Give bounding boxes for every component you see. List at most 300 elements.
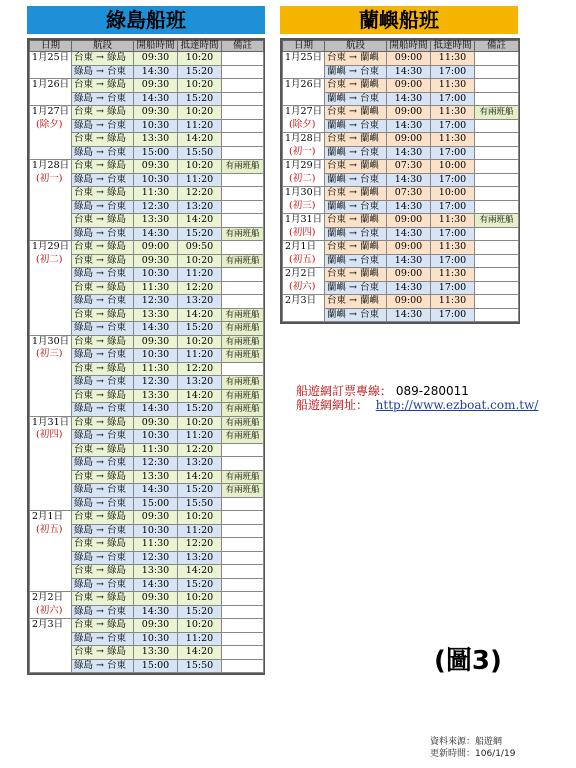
route-cell: 綠島 → 台東 [72,295,134,309]
departure-time: 14:30 [387,200,431,214]
departure-time: 09:30 [134,619,178,633]
route-cell: 台東 → 綠島 [72,52,134,66]
arrival-time: 10:20 [178,511,222,525]
table-row [30,416,264,430]
arrival-time: 13:20 [178,457,222,471]
departure-time: 09:00 [387,106,431,120]
arrival-time: 12:20 [178,443,222,457]
date-cell [283,214,325,241]
date-label: 1月26日 [32,79,70,90]
route-cell: 台東 → 綠島 [72,565,134,579]
departure-time: 15:00 [134,497,178,511]
route-cell: 綠島 → 台東 [72,605,134,619]
arrival-time: 14:20 [178,470,222,484]
route-cell: 蘭嶼 → 台東 [325,65,387,79]
arrival-time: 15:20 [178,65,222,79]
lunar-day-label: (初五) [289,253,316,265]
departure-time: 09:30 [134,79,178,93]
column-header: 航段 [72,41,134,52]
note-cell [222,619,264,633]
route-cell: 台東 → 綠島 [72,241,134,255]
date-label: 2月1日 [285,241,317,252]
departure-time: 09:30 [134,254,178,268]
note-cell: 有兩班船 [222,254,264,268]
route-cell: 台東 → 綠島 [72,335,134,349]
route-cell: 台東 → 綠島 [72,646,134,660]
route-cell: 台東 → 綠島 [72,511,134,525]
date-label: 1月29日 [32,241,70,252]
note-cell: 有兩班船 [475,106,519,120]
note-cell [475,173,519,187]
date-cell [30,160,72,241]
table-row [30,106,264,120]
arrival-time: 15:20 [178,403,222,417]
route-cell: 台東 → 綠島 [72,281,134,295]
departure-time: 13:30 [134,308,178,322]
route-cell: 台東 → 綠島 [72,592,134,606]
route-cell: 台東 → 蘭嶼 [325,241,387,255]
note-cell [222,92,264,106]
column-header: 備註 [475,41,519,52]
arrival-time: 13:20 [178,376,222,390]
note-cell [222,52,264,66]
route-cell: 綠島 → 台東 [72,524,134,538]
note-cell: 有兩班船 [222,389,264,403]
departure-time: 09:00 [387,52,431,66]
arrival-time: 13:20 [178,200,222,214]
departure-time: 12:30 [134,376,178,390]
note-cell [222,632,264,646]
arrival-time: 15:20 [178,484,222,498]
note-cell [222,295,264,309]
departure-time: 14:30 [387,254,431,268]
lunar-day-label: (除夕) [289,118,316,130]
departure-time: 11:30 [134,362,178,376]
arrival-time: 17:00 [431,173,475,187]
departure-time: 11:30 [134,187,178,201]
orchid-island-title: 蘭嶼船班 [359,8,439,32]
route-cell: 台東 → 綠島 [72,160,134,174]
route-cell: 台東 → 綠島 [72,308,134,322]
arrival-time: 17:00 [431,281,475,295]
departure-time: 09:30 [134,335,178,349]
arrival-time: 10:20 [178,254,222,268]
route-cell: 綠島 → 台東 [72,578,134,592]
route-cell: 綠島 → 台東 [72,227,134,241]
arrival-time: 12:20 [178,362,222,376]
lunar-day-label: (初二) [289,172,316,184]
note-cell [475,133,519,147]
arrival-time: 17:00 [431,254,475,268]
departure-time: 10:30 [134,119,178,133]
departure-time: 10:30 [134,173,178,187]
note-cell: 有兩班船 [222,227,264,241]
note-cell [222,538,264,552]
source-line: 資料來源：船遊網 [430,737,503,747]
note-cell [222,200,264,214]
departure-time: 12:30 [134,295,178,309]
note-cell: 有兩班船 [475,214,519,228]
note-cell [475,268,519,282]
route-cell: 台東 → 綠島 [72,133,134,147]
departure-time: 09:00 [387,133,431,147]
note-cell [475,160,519,174]
arrival-time: 14:20 [178,214,222,228]
route-cell: 台東 → 蘭嶼 [325,79,387,93]
date-label: 1月28日 [285,133,323,144]
note-cell: 有兩班船 [222,160,264,174]
lunar-day-label: (初六) [36,604,63,616]
departure-time: 09:30 [134,592,178,606]
note-cell [475,200,519,214]
route-cell: 綠島 → 台東 [72,200,134,214]
lunar-day-label: (初二) [36,253,63,265]
note-cell [475,187,519,201]
departure-time: 14:30 [387,281,431,295]
note-cell [222,79,264,93]
departure-time: 09:30 [134,106,178,120]
table-row [283,52,519,66]
table-row [30,335,264,349]
route-cell: 台東 → 綠島 [72,79,134,93]
departure-time: 11:30 [134,538,178,552]
note-cell: 有兩班船 [222,308,264,322]
date-cell [283,79,325,106]
departure-time: 10:30 [134,268,178,282]
arrival-time: 11:20 [178,268,222,282]
table-row [283,241,519,255]
lunar-day-label: (初四) [289,226,316,238]
lunar-day-label: (初四) [36,429,63,440]
departure-time: 12:30 [134,457,178,471]
arrival-time: 10:00 [431,160,475,174]
departure-time: 12:30 [134,200,178,214]
column-header: 日期 [283,41,325,52]
departure-time: 11:30 [134,281,178,295]
arrival-time: 15:20 [178,578,222,592]
date-label: 1月29日 [285,160,323,171]
arrival-time: 15:20 [178,322,222,336]
note-cell [222,605,264,619]
departure-time: 14:30 [134,484,178,498]
green-island-table [27,38,265,675]
route-cell: 綠島 → 台東 [72,484,134,498]
departure-time: 09:00 [387,295,431,309]
departure-time: 15:00 [134,659,178,673]
orchid-island-table [280,38,520,324]
route-cell: 綠島 → 台東 [72,92,134,106]
arrival-time: 11:30 [431,79,475,93]
route-cell: 蘭嶼 → 台東 [325,254,387,268]
route-cell: 台東 → 蘭嶼 [325,268,387,282]
arrival-time: 17:00 [431,146,475,160]
arrival-time: 10:20 [178,106,222,120]
arrival-time: 15:50 [178,497,222,511]
date-label: 2月1日 [32,511,64,522]
note-cell [222,646,264,660]
table-row [283,160,519,174]
departure-time: 07:30 [387,187,431,201]
arrival-time: 15:50 [178,659,222,673]
table-row [283,295,519,309]
departure-time: 09:00 [387,268,431,282]
note-cell [222,578,264,592]
departure-time: 14:30 [387,92,431,106]
arrival-time: 15:20 [178,92,222,106]
arrival-time: 14:20 [178,565,222,579]
date-cell [283,106,325,133]
departure-time: 10:30 [134,349,178,363]
note-cell [475,227,519,241]
route-cell: 綠島 → 台東 [72,403,134,417]
route-cell: 蘭嶼 → 台東 [325,308,387,322]
note-cell [222,65,264,79]
route-cell: 綠島 → 台東 [72,376,134,390]
hotline-number[interactable]: 089-280011 [395,384,469,398]
route-cell: 綠島 → 台東 [72,173,134,187]
route-cell: 綠島 → 台東 [72,659,134,673]
note-cell [222,497,264,511]
arrival-time: 10:20 [178,52,222,66]
route-cell: 綠島 → 台東 [72,322,134,336]
note-cell [475,79,519,93]
departure-time: 15:00 [134,146,178,160]
arrival-time: 17:00 [431,308,475,322]
arrival-time: 11:20 [178,173,222,187]
green-island-title: 綠島船班 [106,8,186,32]
date-cell [283,52,325,79]
arrival-time: 10:20 [178,619,222,633]
departure-time: 09:30 [134,511,178,525]
departure-time: 14:30 [134,403,178,417]
arrival-time: 11:30 [431,295,475,309]
route-cell: 綠島 → 台東 [72,65,134,79]
route-cell: 台東 → 綠島 [72,619,134,633]
departure-time: 13:30 [134,565,178,579]
departure-time: 09:00 [387,214,431,228]
note-cell [222,119,264,133]
note-cell: 有兩班船 [222,335,264,349]
table-row [283,187,519,201]
orchid-island-banner [280,6,518,34]
arrival-time: 15:50 [178,146,222,160]
departure-time: 11:30 [134,443,178,457]
route-cell: 蘭嶼 → 台東 [325,227,387,241]
date-label: 1月28日 [32,160,70,171]
column-header: 日期 [30,41,72,52]
arrival-time: 09:50 [178,241,222,255]
route-cell: 台東 → 綠島 [72,470,134,484]
departure-time: 09:00 [387,241,431,255]
departure-time: 09:00 [387,79,431,93]
arrival-time: 11:20 [178,119,222,133]
column-header: 航段 [325,41,387,52]
date-cell [30,511,72,592]
date-cell [30,592,72,619]
booking-info [296,384,538,412]
arrival-time: 10:20 [178,160,222,174]
arrival-time: 11:30 [431,133,475,147]
column-header: 備註 [222,41,264,52]
arrival-time: 11:30 [431,241,475,255]
note-cell [222,511,264,525]
arrival-time: 11:30 [431,268,475,282]
arrival-time: 10:00 [431,187,475,201]
table-header [30,41,264,52]
date-label: 1月27日 [285,106,323,117]
note-cell [222,659,264,673]
route-cell: 台東 → 蘭嶼 [325,106,387,120]
note-cell: 有兩班船 [222,376,264,390]
departure-time: 09:30 [134,52,178,66]
date-cell [283,133,325,160]
date-cell [283,268,325,295]
note-cell: 有兩班船 [222,349,264,363]
lunar-day-label: (初六) [289,280,316,292]
source-note [430,736,515,760]
departure-time: 14:30 [134,92,178,106]
lunar-day-label: (除夕) [36,118,63,130]
website-link[interactable]: http://www.ezboat.com.tw/ [375,398,539,412]
date-cell [30,79,72,106]
table-row [283,133,519,147]
departure-time: 14:30 [134,578,178,592]
column-header: 開船時間 [134,41,178,52]
lunar-day-label: (初一) [36,172,63,184]
note-cell [222,133,264,147]
departure-time: 10:30 [134,524,178,538]
note-cell [475,52,519,66]
arrival-time: 15:20 [178,605,222,619]
lunar-day-label: (初一) [289,145,316,157]
note-cell: 有兩班船 [222,403,264,417]
table-row [283,106,519,120]
note-cell [222,241,264,255]
route-cell: 台東 → 綠島 [72,214,134,228]
departure-time: 10:30 [134,430,178,444]
arrival-time: 14:20 [178,389,222,403]
route-cell: 台東 → 蘭嶼 [325,52,387,66]
arrival-time: 17:00 [431,227,475,241]
route-cell: 台東 → 綠島 [72,389,134,403]
date-label: 1月30日 [32,335,70,347]
date-label: 1月30日 [285,187,323,198]
route-cell: 蘭嶼 → 台東 [325,281,387,295]
hotline-label: 船遊網訂票專線： [296,384,393,398]
note-cell [222,443,264,457]
arrival-time: 11:20 [178,430,222,444]
departure-time: 14:30 [387,173,431,187]
date-cell [283,160,325,187]
arrival-time: 11:30 [431,106,475,120]
note-cell [222,281,264,295]
figure-label: (圖3) [434,646,502,676]
departure-time: 14:30 [134,605,178,619]
arrival-time: 10:20 [178,592,222,606]
note-cell [475,146,519,160]
lunar-day-label: (初三) [36,348,63,359]
date-cell [283,187,325,214]
note-cell [475,295,519,309]
route-cell: 綠島 → 台東 [72,632,134,646]
date-label: 1月31日 [32,416,70,428]
arrival-time: 12:20 [178,187,222,201]
departure-time: 09:30 [134,160,178,174]
note-cell: 有兩班船 [222,484,264,498]
date-cell [30,106,72,160]
note-cell [475,281,519,295]
note-cell [475,92,519,106]
hotline-line [296,384,538,398]
departure-time: 14:30 [134,65,178,79]
arrival-time: 13:20 [178,551,222,565]
arrival-time: 15:20 [178,227,222,241]
arrival-time: 11:30 [431,214,475,228]
date-label: 1月26日 [285,79,323,90]
green-island-banner [27,6,265,34]
note-cell [475,65,519,79]
note-cell [475,308,519,322]
note-cell [222,362,264,376]
route-cell: 蘭嶼 → 台東 [325,200,387,214]
route-cell: 台東 → 綠島 [72,416,134,430]
note-cell [475,254,519,268]
route-cell: 綠島 → 台東 [72,430,134,444]
note-cell [222,551,264,565]
departure-time: 14:30 [387,308,431,322]
arrival-time: 17:00 [431,65,475,79]
arrival-time: 17:00 [431,92,475,106]
table-header [283,41,519,52]
arrival-time: 14:20 [178,308,222,322]
column-header: 抵達時間 [431,41,475,52]
arrival-time: 11:20 [178,349,222,363]
note-cell [222,214,264,228]
route-cell: 綠島 → 台東 [72,119,134,133]
arrival-time: 10:20 [178,335,222,349]
departure-time: 13:30 [134,470,178,484]
table-row [283,79,519,93]
arrival-time: 13:20 [178,295,222,309]
note-cell [222,457,264,471]
table-row [283,268,519,282]
note-cell: 有兩班船 [222,470,264,484]
departure-time: 10:30 [134,632,178,646]
arrival-time: 11:20 [178,524,222,538]
date-label: 1月25日 [285,52,323,63]
route-cell: 台東 → 蘭嶼 [325,295,387,309]
route-cell: 綠島 → 台東 [72,349,134,363]
departure-time: 14:30 [387,146,431,160]
table-row [30,160,264,174]
table-row [30,241,264,255]
table-row [30,619,264,633]
date-label: 1月27日 [32,106,70,117]
note-cell: 有兩班船 [222,430,264,444]
route-cell: 蘭嶼 → 台東 [325,119,387,133]
orchid-island-schedule [282,40,519,322]
route-cell: 綠島 → 台東 [72,457,134,471]
departure-time: 14:30 [387,119,431,133]
departure-time: 14:30 [387,65,431,79]
date-label: 2月2日 [285,268,317,279]
column-header: 抵達時間 [178,41,222,52]
note-cell [222,173,264,187]
date-label: 1月25日 [32,52,70,63]
route-cell: 台東 → 蘭嶼 [325,187,387,201]
arrival-time: 17:00 [431,200,475,214]
note-cell [222,106,264,120]
